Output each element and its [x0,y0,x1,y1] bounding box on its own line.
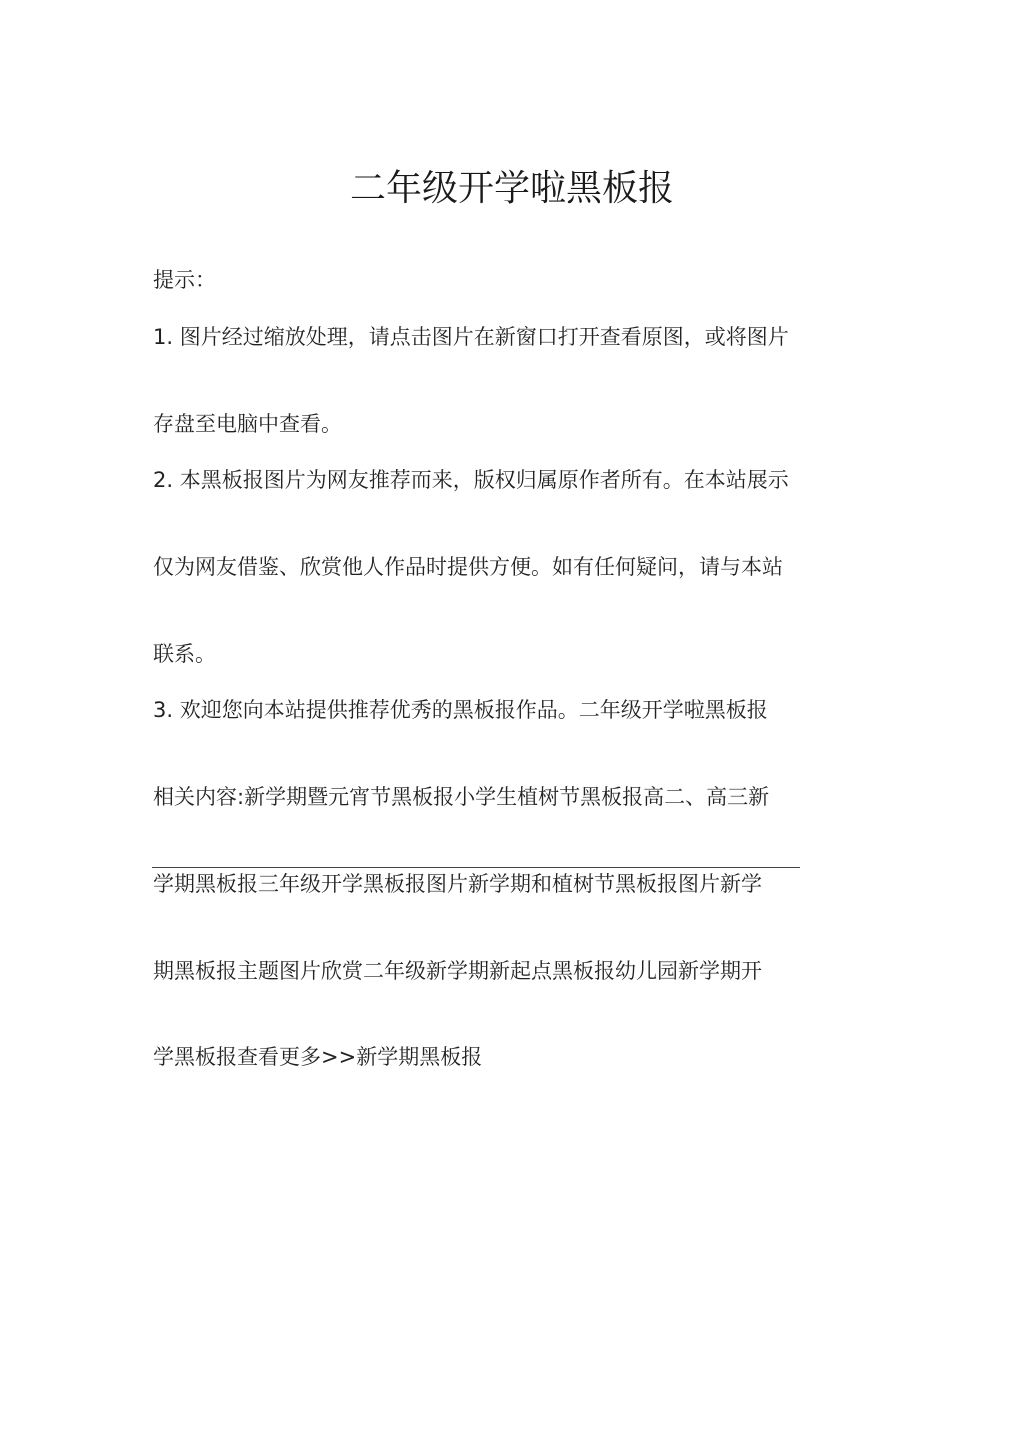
paragraph-note-2-cont: 仅为网友借鉴、欣赏他人作品时提供方便。如有任何疑问，请与本站 [153,555,783,579]
paragraph-note-2: 2. 本黑板报图片为网友推荐而来，版权归属原作者所有。在本站展示 [153,468,789,492]
paragraph-note-2-end: 联系。 [153,642,216,666]
paragraph-note-1-cont: 存盘至电脑中查看。 [153,412,342,436]
paragraph-related-content: 相关内容:新学期暨元宵节黑板报小学生植树节黑板报高二、高三新 [153,785,770,809]
document-title: 二年级开学啦黑板报 [349,168,674,209]
paragraph-hint-heading: 提示： [153,268,216,292]
horizontal-divider [152,867,800,868]
paragraph-view-more: 学黑板报查看更多>>新学期黑板报 [153,1045,483,1069]
paragraph-related-content-cont-2: 期黑板报主题图片欣赏二年级新学期新起点黑板报幼儿园新学期开 [153,959,762,983]
paragraph-note-3: 3. 欢迎您向本站提供推荐优秀的黑板报作品。二年级开学啦黑板报 [153,698,768,722]
paragraph-related-content-cont: 学期黑板报三年级开学黑板报图片新学期和植树节黑板报图片新学 [153,872,762,896]
paragraph-note-1: 1. 图片经过缩放处理，请点击图片在新窗口打开查看原图，或将图片 [153,325,789,349]
